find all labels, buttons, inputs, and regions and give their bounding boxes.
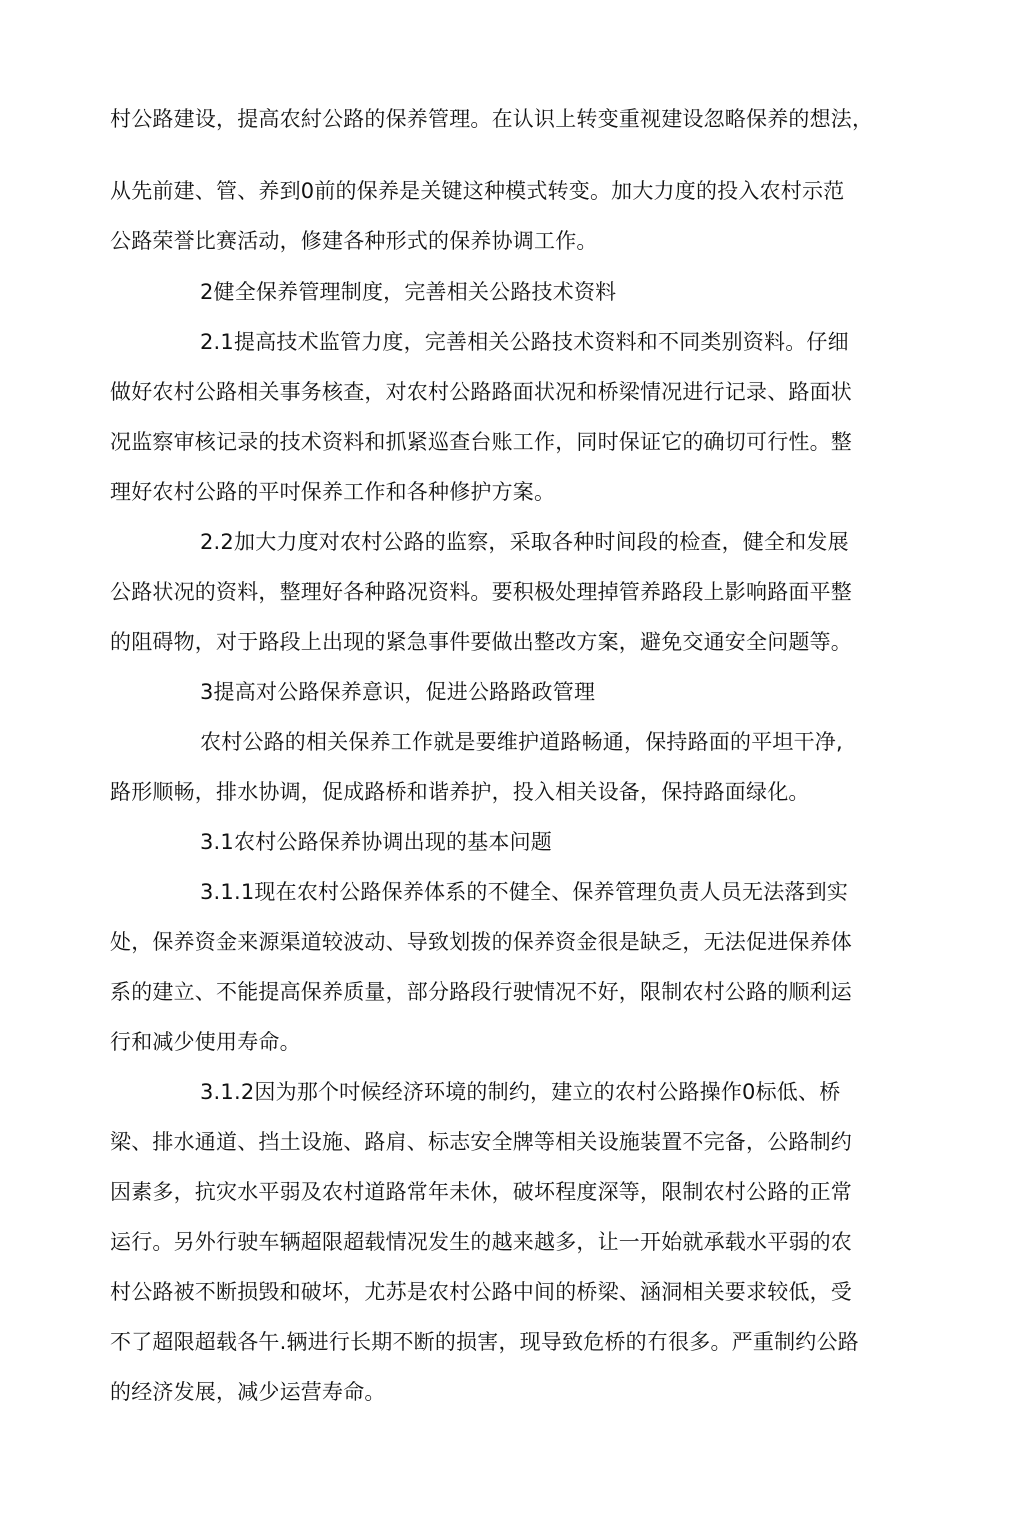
paragraph-line: 3.1农村公路保养协调出现的基本问题 [200, 830, 552, 854]
paragraph-line: 做好农村公路相关事务核查，对农村公路路面状况和桥梁情况进行记录、路面状 [110, 380, 852, 404]
paragraph-line: 的阻碍物，对于路段上出现的紧急事件要做出整改方案，避免交通安全问题等。 [110, 630, 852, 654]
paragraph-line: 公路荣誉比赛活动，修建各种形式的保养协调工作。 [110, 229, 598, 253]
paragraph-line: 因素多，抗灾水平弱及农村道路常年未休，破坏程度深等，限制农村公路的正常 [110, 1180, 852, 1204]
paragraph-line: 从先前建、管、养到0前的保养是关键这种模式转变。加大力度的投入农村示范 [110, 179, 845, 203]
paragraph-line: 公路状况的资料，整理好各种路况资料。要积极处理掉管养路段上影响路面平整 [110, 580, 852, 604]
paragraph-line: 的经济发展，减少运营寿命。 [110, 1380, 386, 1404]
paragraph-line: 运行。另外行驶车辆超限超载情况发生的越来越多，让一开始就承载水平弱的农 [110, 1230, 852, 1254]
paragraph-line: 村公路被不断损毁和破坏，尤苏是农村公路中间的桥梁、涵洞相关要求较低，受 [110, 1280, 852, 1304]
paragraph-line: 处，保养资金来源渠道较波动、导致划拨的保养资金很是缺乏，无法促进保养体 [110, 930, 852, 954]
paragraph-line: 梁、排水通道、挡土设施、路肩、标志安全牌等相关设施装置不完备，公路制约 [110, 1130, 852, 1154]
paragraph-line: 况监察审核记录的技术资料和抓紧巡查台账工作，同时保证它的确切可行性。整 [110, 430, 852, 454]
paragraph-line: 3.1.1现在农村公路保养体系的不健全、保养管理负责人员无法落到实 [200, 880, 849, 904]
paragraph-line: 2.1提高技术监管力度，完善相关公路技术资料和不同类别资料。仔细 [200, 330, 849, 354]
paragraph-line: 理好农村公路的平吋保养工作和各种修护方案。 [110, 480, 556, 504]
paragraph-line: 不了超限超载各午.辆进行长期不断的损害，现导致危桥的冇很多。严重制约公路 [110, 1330, 859, 1354]
paragraph-line: 3提高对公路保养意识，促进公路路政管理 [200, 680, 596, 704]
paragraph-line: 2.2加大力度对农村公路的监察，采取各种时间段的检查，健全和发展 [200, 530, 849, 554]
paragraph-line: 行和减少使用寿命。 [110, 1030, 301, 1054]
paragraph-line: 系的建立、不能提高保养质量，部分路段行驶情况不好，限制农村公路的顺利运 [110, 980, 852, 1004]
paragraph-line: 村公路建设，提高农紂公路的保养管理。在认识上转变重视建设忽略保养的想法， [110, 107, 874, 131]
paragraph-line: 2健全保养管理制度，完善相关公路技术资料 [200, 280, 617, 304]
paragraph-line: 路形顺畅，排水协调，促成路桥和谐养护，投入相关设备，保持路面绿化。 [110, 780, 810, 804]
paragraph-line: 农村公路的相关保养工作就是要维护道路畅通，保持路面的平坦干净, [200, 730, 843, 754]
paragraph-line: 3.1.2因为那个吋候经济环境的制约，建立的农村公路操作0标低、桥 [200, 1080, 841, 1104]
